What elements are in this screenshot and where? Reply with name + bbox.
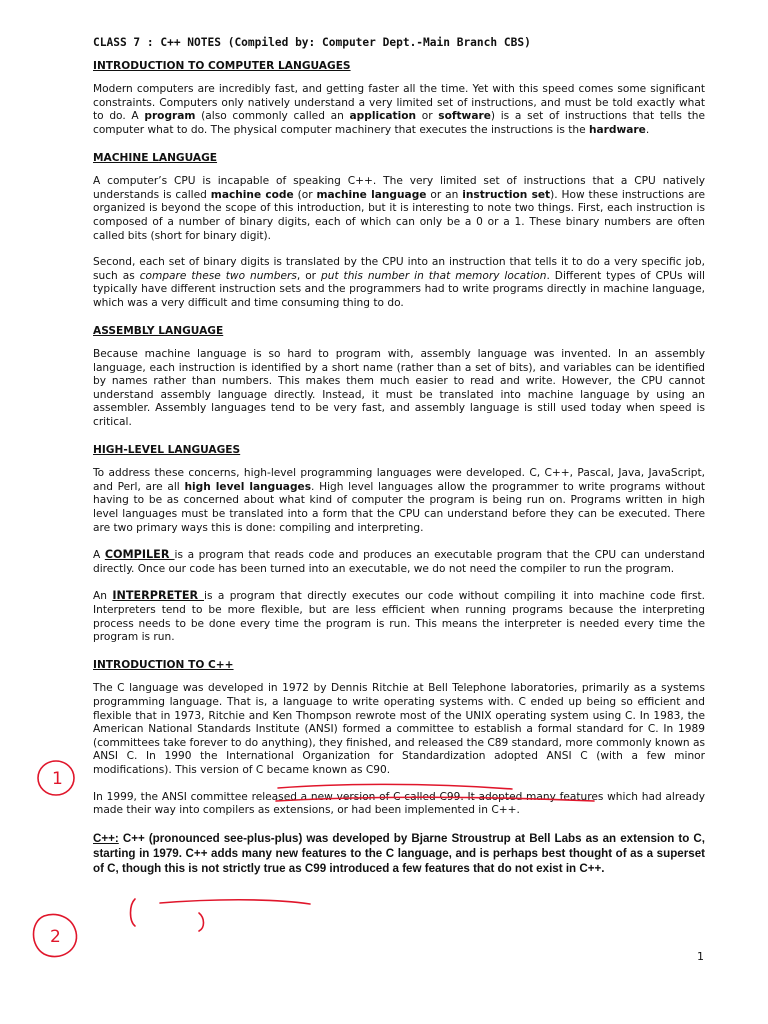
section-high-level-languages [93, 444, 705, 645]
annotation-circle-2 [34, 915, 77, 957]
paragraph-interpreter: An INTERPRETER is a program that directly executes our code without compiling it into machine code first. Interpreters tend to be more flexible, but are less efficient when running programs because the interpreting process needs to be done every time the program is run. This means the interpreter is needed every time the program is run. [93, 589, 705, 644]
paragraph-assembly: Because machine language is so hard to program with, assembly language was invented. In an assembly language, each instruction is identified by a short name (rather than a set of bits), and variables can be identified by names rather than numbers. This makes them much easier to read and write. However, the CPU cannot understand assembly language directly. Instead, it must be translated into machine language by using an assembler. Assembly languages tend to be very fast, and assembly language is still used today when speed is critical. [93, 348, 705, 429]
document-page [93, 36, 705, 890]
page-number: 1 [697, 950, 704, 963]
paragraph-c-history: The C language was developed in 1972 by Dennis Ritchie at Bell Telephone laboratories, primarily as a systems programming language. That is, a language to write operating systems with. C ended up being so efficient and flexible that in 1973, Ritchie and Ken Thompson rewrote most of the UNIX operating system using C. In 1983, the American National Standards Institute (ANSI) formed a committee to establish a formal standard for C. In 1989 (committees take forever to do anything), they finished, and released the C89 standard, more commonly known as ANSI C. In 1990 the International Organization for Standardization adopted ANSI C (with a few minor modifications). This version of C became known as C90. [93, 682, 705, 776]
term-compiler: COMPILER [104, 548, 175, 562]
paragraph-intro: Modern computers are incredibly fast, and getting faster all the time. Yet with this speed comes some significant constraints. Computers only natively understand a very limited set of instructions, and must be told exactly what to do. A program (also commonly called an application or software) is a set of instructions that tells the computer what to do. The physical computer machinery that executes the instructions is the hardware. [93, 83, 705, 136]
heading-high-level-languages: HIGH-LEVEL LANGUAGES [93, 443, 241, 456]
paragraph-compiler: A COMPILER is a program that reads code and produces an executable program that the CPU can understand directly. Once our code has been turned into an executable, we do not need the compiler to run the program. [93, 548, 705, 575]
paragraph-cpp: C++: C++ (pronounced see-plus-plus) was developed by Bjarne Stroustrup at Bell Labs as an extension to C, starting in 1979. C++ adds many new features to the C language, and is perhaps best thought of as a superset of C, though this is not strictly true as C99 introduced a few features that do not exist in C++. [93, 831, 705, 875]
heading-machine-language: MACHINE LANGUAGE [93, 151, 218, 164]
section-machine-language [93, 152, 705, 311]
section-intro [93, 60, 705, 138]
paragraph-high-level: To address these concerns, high-level programming languages were developed. C, C++, Pascal, Java, JavaScript, and Perl, are all high level languages. High level languages allow the programmer to write programs without having to be as concerned about what kind of computer the program is being run on. Programs written in high level languages must be translated into a form that the CPU can understand before they can be executed. There are two primary ways this is done: compiling and interpreting. [93, 467, 705, 534]
paragraph-machine-1: A computer’s CPU is incapable of speaking C++. The very limited set of instructions that a CPU natively understands is called machine code (or machine language or an instruction set). How these instructions are organized is beyond the scope of this introduction, but it is interesting to note two things. First, each instruction is composed of a number of binary digits, each of which can only be a 0 or a 1. These binary numbers are often called bits (short for binary digit). [93, 175, 705, 242]
bracket-cpp-start [131, 899, 136, 926]
paragraph-machine-2: Second, each set of binary digits is translated by the CPU into an instruction that tells it to do a very specific job, such as compare these two numbers, or put this number in that memory location. Different types of CPUs will typically have different instruction sets and the programmers had to write programs directly in machine language, which was a very difficult and time consuming thing to do. [93, 256, 705, 309]
heading-assembly-language: ASSEMBLY LANGUAGE [93, 324, 224, 337]
cpp-lead: C++: [93, 831, 119, 845]
annotation-circle-1 [38, 761, 74, 795]
annotation-number-1: 1 [52, 769, 63, 789]
section-assembly-language [93, 325, 705, 430]
term-interpreter: INTERPRETER [112, 589, 205, 603]
bracket-1979 [199, 913, 204, 931]
heading-intro: INTRODUCTION TO COMPUTER LANGUAGES [93, 59, 351, 72]
paragraph-c99: In 1999, the ANSI committee released a new version of C called C99. It adopted many features which had already made their way into compilers as extensions, or had been implemented in C++. [93, 790, 705, 817]
annotation-number-2: 2 [50, 927, 61, 947]
heading-intro-cpp: INTRODUCTION TO C++ [93, 658, 234, 671]
section-intro-cpp [93, 659, 705, 876]
strike-pronounced [160, 900, 310, 904]
document-title: CLASS 7 : C++ NOTES (Compiled by: Computer Dept.-Main Branch CBS) [93, 36, 531, 49]
